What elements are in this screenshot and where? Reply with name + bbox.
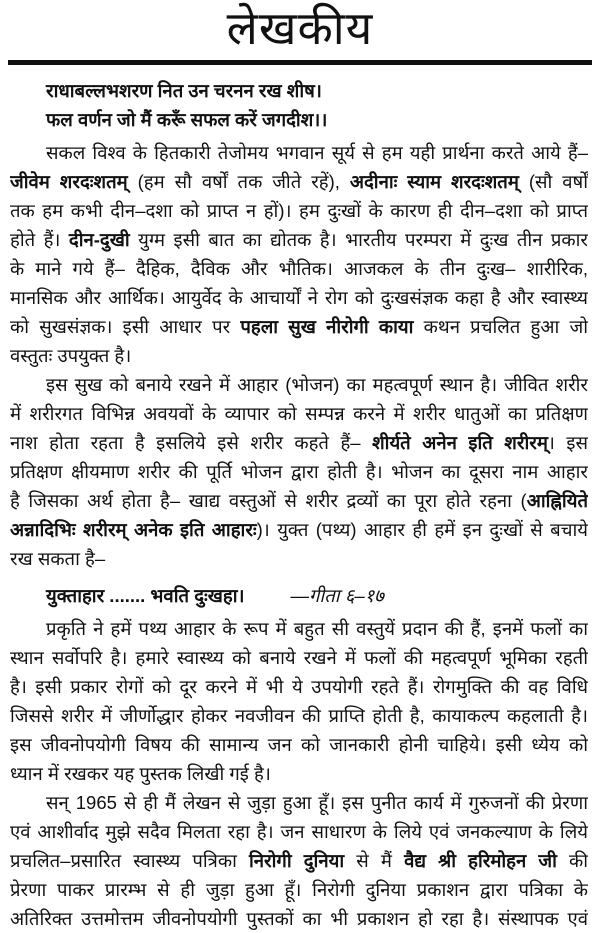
text-run: युग्म इसी बात का द्योतक है। भारतीय परम्परा में दुःख तीन प्रकार bbox=[129, 229, 588, 250]
text-run: स्थान सर्वोपरि है। हमारे स्वास्थ्य को बनाये रखने में फलों की महत्वपूर्ण भूमिका रहती bbox=[10, 647, 588, 668]
text-run: ध्यान में रखकर यह पुस्तक लिखी गई है। bbox=[10, 763, 271, 784]
bold-term: आह्नियिते bbox=[526, 490, 588, 511]
text-run: कथन प्रचलित हुआ जो bbox=[413, 316, 588, 337]
text-run: एवं आशीर्वाद मुझे सदैव मिलता रहा है। जन साधारण के लिये एवं जनकल्याण के लिये bbox=[10, 821, 588, 842]
text-line bbox=[10, 515, 588, 544]
text-run: में शरीरगत विभिन्न अवयवों के व्यापार को सम्पन्न करने में शरीर धातुओं का प्रतिक्षण bbox=[10, 403, 588, 424]
text-line bbox=[10, 672, 588, 701]
text-line bbox=[10, 904, 588, 933]
text-run: (हम सौ वर्षों तक जीते रहें), bbox=[127, 171, 350, 192]
text-run: होते हैं। bbox=[10, 229, 69, 250]
text-line bbox=[10, 399, 588, 428]
text-run: है जिसका अर्थ होता है– खाद्य वस्तुओं से शरीर द्रव्यों का पूरा होते रहना ( bbox=[10, 490, 527, 511]
text-run: प्रेरणा पाकर प्रारम्भ से ही जुड़ा हुआ हूँ। निरोगी दुनिया प्रकाशन द्वारा पत्रिका के bbox=[10, 879, 588, 900]
text-line bbox=[10, 614, 588, 643]
text-run: सकल विश्व के हितकारी तेजोमय भगवान सूर्य से हम यही प्रार्थना करते आये हैं– bbox=[46, 142, 588, 163]
document-body bbox=[10, 76, 588, 933]
text-line bbox=[10, 225, 588, 254]
paragraph bbox=[10, 370, 588, 573]
text-run: अतिरिक्त उत्तमोत्तम जीवनोपयोगी पुस्तकों का भी प्रकाशन हो रहा है। संस्थापक एवं bbox=[10, 908, 588, 929]
text-run: प्रचलित–प्रसारित स्वास्थ्य पत्रिका bbox=[10, 850, 249, 871]
text-run: जिससे शरीर में जीर्णोद्धार होकर नवजीवन की प्राप्ति होती है, कायाकल्प कहलाती है। bbox=[10, 705, 588, 726]
bold-term: पहला सुख नीरोगी काया bbox=[240, 316, 414, 337]
text-run: प्रकृति ने हमें पथ्य आहार के रूप में बहुत सी वस्तुयें प्रदान की हैं, इनमें फलों का bbox=[46, 618, 588, 639]
bold-term: शीर्यते अनेन इति शरीरम् bbox=[372, 432, 548, 453]
bold-term: अदीनाः स्याम शरदःशतम् bbox=[349, 171, 519, 192]
text-line bbox=[10, 701, 588, 730]
paragraph bbox=[10, 138, 588, 370]
text-line bbox=[10, 788, 588, 817]
text-line bbox=[10, 312, 588, 341]
text-run: है। इसी प्रकार रोगों को दूर करने में भी ये उपयोगी रहते हैं। रोगमुक्ति की वह विधि bbox=[10, 676, 588, 697]
quote-source: —गीता ६–१७ bbox=[290, 585, 384, 606]
text-run: रख सकता है– bbox=[10, 548, 106, 569]
verse-line: फल वर्णन जो मैं करूँ सफल करें जगदीश।। bbox=[46, 109, 328, 130]
text-run: । इस bbox=[547, 432, 588, 453]
text-run: इस सुख को बनाये रखने में आहार (भोजन) का महत्वपूर्ण स्थान है। जीवित शरीर bbox=[46, 374, 588, 395]
text-line bbox=[10, 428, 588, 457]
title-rule bbox=[8, 60, 592, 65]
text-run: नाश होता रहता है इसलिये इसे शरीर कहते हैं– bbox=[10, 432, 373, 453]
quote-line bbox=[10, 581, 588, 610]
text-run: सन् 1965 से ही मैं लेखन से जुड़ा हुआ हूँ। इस पुनीत कार्य में गुरुजनों की प्रेरणा bbox=[46, 792, 588, 813]
text-run: प्रतिक्षण क्षीयमाण शरीर की पूर्ति भोजन द्वारा होती है। भोजन का दूसरा नाम आहार bbox=[10, 461, 588, 482]
text-run: के माने गये हैं– दैहिक, दैविक और भौतिक। आजकल के तीन दुःख– शारीरिक, bbox=[10, 258, 588, 279]
text-line bbox=[10, 486, 588, 515]
bold-term: निरोगी दुनिया bbox=[249, 850, 345, 871]
text-run: (सौ वर्षों bbox=[518, 171, 588, 192]
text-line bbox=[10, 817, 588, 846]
bold-term: दीन-दुखी bbox=[68, 229, 130, 250]
text-line bbox=[10, 138, 588, 167]
page-title: लेखकीय bbox=[226, 2, 374, 54]
text-run: को सुखसंज्ञक। इसी आधार पर bbox=[10, 316, 241, 337]
text-line bbox=[10, 196, 588, 225]
paragraph bbox=[10, 788, 588, 933]
quote-text: युक्ताहार ....... भवति दुःखहा। bbox=[46, 585, 245, 606]
text-line bbox=[10, 643, 588, 672]
verse-line: राधाबल्लभशरण नित उन चरनन रख शीष। bbox=[46, 80, 322, 101]
text-run: मानसिक और आर्थिक। आयुर्वेद के आचार्यों ने रोग को दुःखसंज्ञक कहा है और स्वास्थ्य bbox=[10, 287, 588, 308]
bold-term: वैद्य श्री हरिमोहन जी bbox=[404, 850, 557, 871]
text-line bbox=[10, 370, 588, 399]
text-line bbox=[10, 254, 588, 283]
text-run: की bbox=[556, 850, 588, 871]
text-line bbox=[10, 875, 588, 904]
bold-term: जीवेम शरदःशतम् bbox=[10, 171, 128, 192]
text-line bbox=[10, 167, 588, 196]
text-run: )। युक्त (पथ्य) आहार ही हमें इन दुःखों से बचाये bbox=[256, 519, 588, 540]
text-run: वस्तुतः उपयुक्त है। bbox=[10, 345, 132, 366]
bold-term: अन्नादिभिः शरीरम् अनेक इति आहारः bbox=[10, 519, 257, 540]
text-line bbox=[10, 730, 588, 759]
text-run: इस जीवनोपयोगी विषय की सामान्य जन को जानकारी होनी चाहिये। इसी ध्येय को bbox=[10, 734, 588, 755]
text-line bbox=[10, 341, 588, 370]
text-line bbox=[10, 544, 588, 573]
text-run: तक हम कभी दीन–दशा को प्राप्त न हों)। हम दुःखों के कारण ही दीन–दशा को प्राप्त bbox=[10, 200, 588, 221]
text-line bbox=[10, 759, 588, 788]
text-line bbox=[10, 846, 588, 875]
paragraph bbox=[10, 614, 588, 788]
text-line bbox=[10, 283, 588, 312]
text-run: से मैं bbox=[344, 850, 405, 871]
text-line bbox=[10, 457, 588, 486]
